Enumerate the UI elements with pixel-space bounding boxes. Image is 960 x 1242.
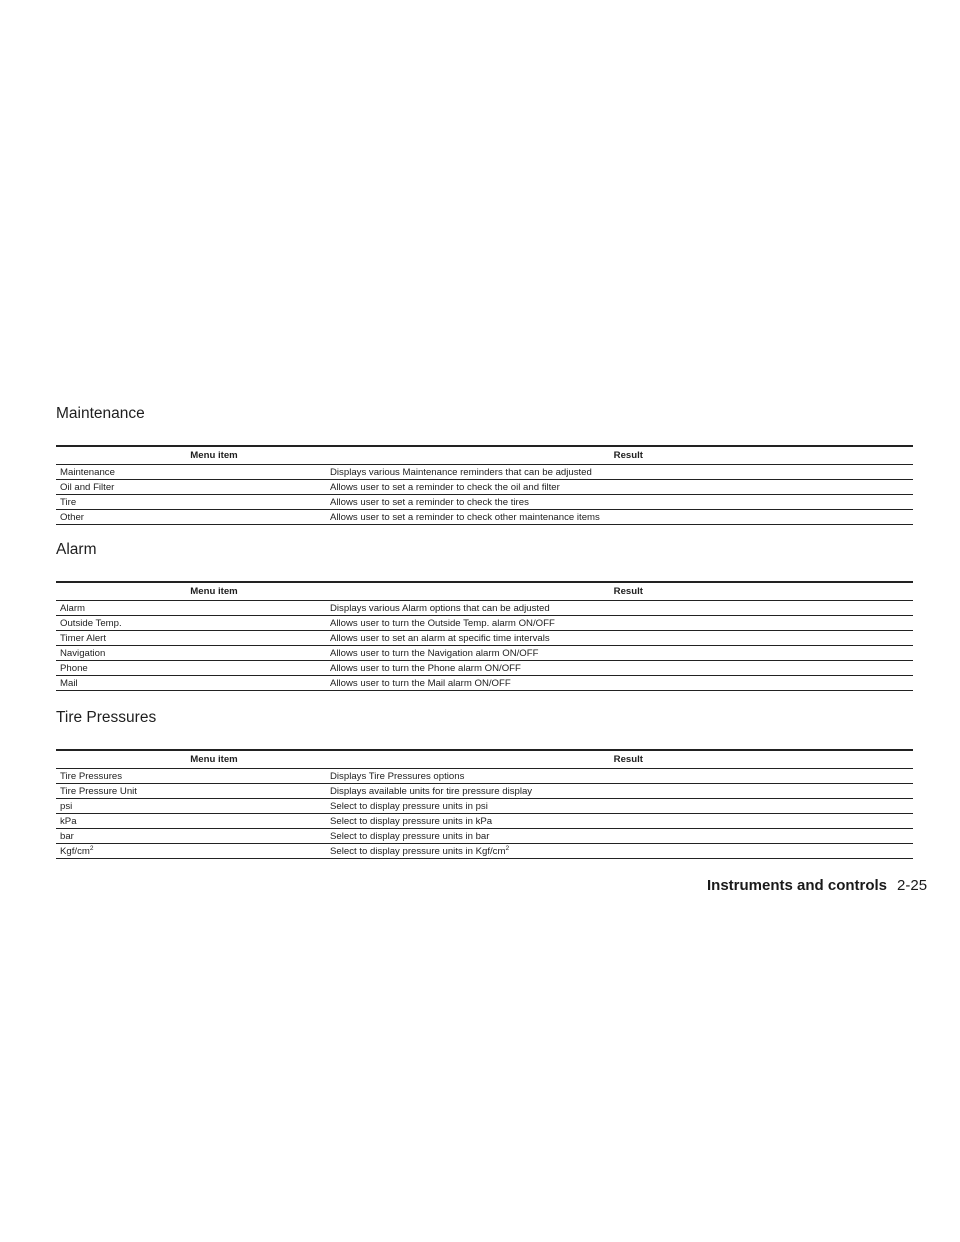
menu-item-cell: Navigation — [56, 646, 326, 661]
page-number: 2-25 — [897, 877, 928, 894]
result-cell: Allows user to set a reminder to check the oil and filter — [326, 480, 913, 495]
table-row — [56, 631, 913, 646]
result-cell: Allows user to turn the Phone alarm ON/OFF — [326, 661, 913, 676]
result-cell: Allows user to turn the Mail alarm ON/OFF — [326, 676, 913, 691]
table-row — [56, 769, 913, 784]
result-cell: Select to display pressure units in kPa — [326, 814, 913, 829]
menu-item-cell: Other — [56, 510, 326, 525]
menu-item-text: Kgf/cm — [60, 846, 90, 857]
result-cell: Allows user to set a reminder to check other maintenance items — [326, 510, 913, 525]
result-cell: Select to display pressure units in bar — [326, 829, 913, 844]
menu-item-cell: bar — [56, 829, 326, 844]
table-header-row — [56, 582, 913, 601]
result-cell: Displays Tire Pressures options — [326, 769, 913, 784]
table-row — [56, 814, 913, 829]
table-row — [56, 510, 913, 525]
table-row — [56, 646, 913, 661]
column-header-menu-item: Menu item — [56, 446, 326, 465]
menu-item-cell: Alarm — [56, 601, 326, 616]
section-title-alarm: Alarm — [56, 541, 97, 558]
menu-item-cell: Mail — [56, 676, 326, 691]
table-row — [56, 480, 913, 495]
table-row — [56, 465, 913, 480]
column-header-result: Result — [326, 582, 913, 601]
maintenance-table — [56, 445, 913, 525]
result-cell: Allows user to turn the Outside Temp. alarm ON/OFF — [326, 616, 913, 631]
menu-item-cell: psi — [56, 799, 326, 814]
table-row — [56, 661, 913, 676]
table-header-row — [56, 750, 913, 769]
menu-item-cell — [56, 844, 326, 859]
column-header-menu-item: Menu item — [56, 750, 326, 769]
table-row — [56, 616, 913, 631]
tire-pressures-table — [56, 749, 913, 859]
result-cell — [326, 844, 913, 859]
menu-item-cell: Maintenance — [56, 465, 326, 480]
superscript: 2 — [505, 845, 510, 852]
table-row — [56, 601, 913, 616]
chapter-title: Instruments and controls — [707, 877, 888, 894]
menu-item-cell: Oil and Filter — [56, 480, 326, 495]
result-cell: Allows user to set a reminder to check the tires — [326, 495, 913, 510]
column-header-menu-item: Menu item — [56, 582, 326, 601]
result-text: Select to display pressure units in Kgf/cm — [330, 846, 506, 857]
table-row — [56, 799, 913, 814]
section-title-maintenance: Maintenance — [56, 405, 145, 422]
menu-item-cell: Tire Pressure Unit — [56, 784, 326, 799]
table-row — [56, 829, 913, 844]
table-row — [56, 784, 913, 799]
menu-item-cell: Tire Pressures — [56, 769, 326, 784]
result-cell: Displays various Alarm options that can be adjusted — [326, 601, 913, 616]
alarm-table — [56, 581, 913, 691]
menu-item-cell: Phone — [56, 661, 326, 676]
section-title-tire-pressures: Tire Pressures — [56, 709, 157, 726]
page-footer — [707, 877, 927, 894]
menu-item-cell: kPa — [56, 814, 326, 829]
result-cell: Displays available units for tire pressure display — [326, 784, 913, 799]
column-header-result: Result — [326, 750, 913, 769]
result-cell: Displays various Maintenance reminders that can be adjusted — [326, 465, 913, 480]
table-header-row — [56, 446, 913, 465]
table-row — [56, 495, 913, 510]
result-cell: Allows user to set an alarm at specific time intervals — [326, 631, 913, 646]
column-header-result: Result — [326, 446, 913, 465]
table-row — [56, 676, 913, 691]
table-row — [56, 844, 913, 859]
menu-item-cell: Timer Alert — [56, 631, 326, 646]
superscript: 2 — [89, 845, 94, 852]
menu-item-cell: Outside Temp. — [56, 616, 326, 631]
result-cell: Select to display pressure units in psi — [326, 799, 913, 814]
result-cell: Allows user to turn the Navigation alarm ON/OFF — [326, 646, 913, 661]
menu-item-cell: Tire — [56, 495, 326, 510]
